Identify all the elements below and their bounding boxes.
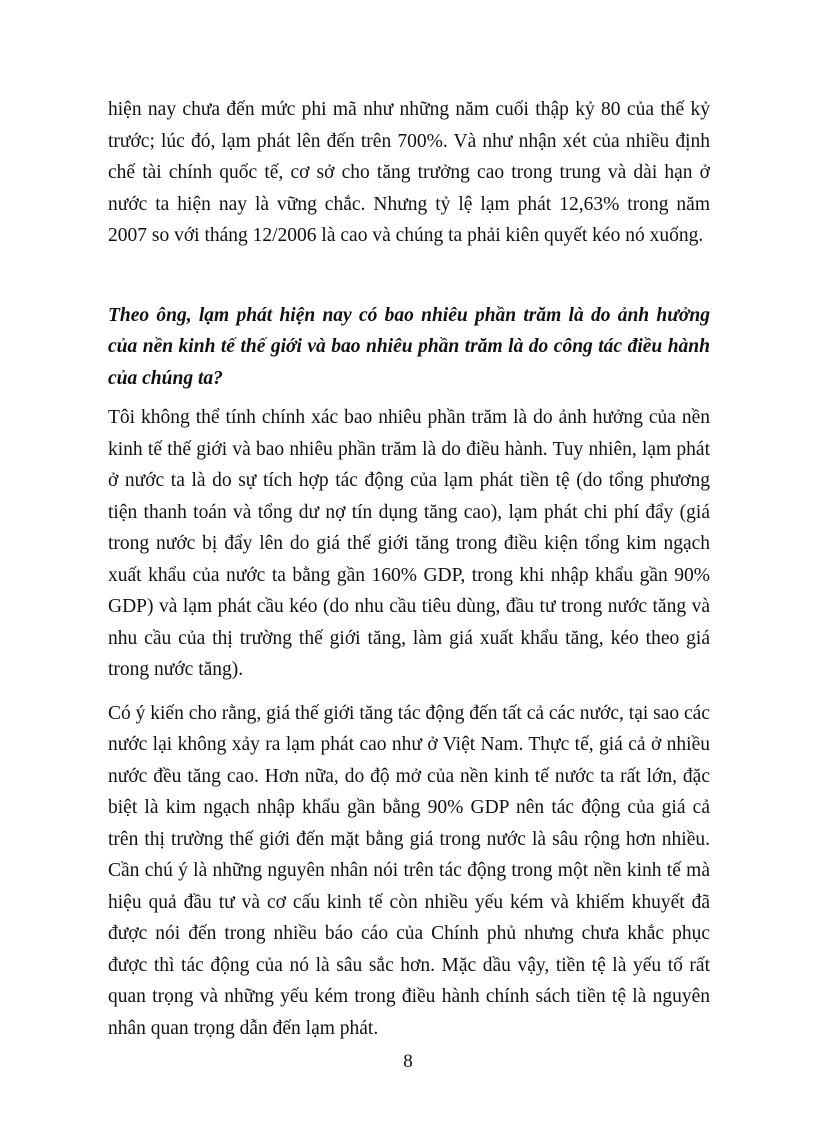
body-paragraph-2: Tôi không thể tính chính xác bao nhiêu phần trăm là do ảnh hưởng của nền kinh tế thế giới và bao nhiêu phần trăm là do điều hành. Tuy nhiên, lạm phát ở nước ta là do sự tích hợp tác động của lạm phát tiền tệ (do tổng phương tiện thanh toán và tổng dư nợ tín dụng tăng cao), lạm phát chi phí đẩy (giá trong nước bị đẩy lên do giá thế giới tăng trong điều kiện tổng kim ngạch xuất khẩu của nước ta bằng gần 160% GDP, trong khi nhập khẩu gần 90% GDP) và lạm phát cầu kéo (do nhu cầu tiêu dùng, đầu tư trong nước tăng và nhu cầu của thị trường thế giới tăng, làm giá xuất khẩu tăng, kéo theo giá trong nước tăng). bbox=[108, 407, 710, 680]
interview-question: Theo ông, lạm phát hiện nay có bao nhiêu phần trăm là do ảnh hưởng của nền kinh tế thế giới và bao nhiêu phần trăm là do công tác điều hành của chúng ta? bbox=[108, 304, 710, 389]
body-paragraph-3: Có ý kiến cho rằng, giá thế giới tăng tác động đến tất cả các nước, tại sao các nước lại không xảy ra lạm phát cao như ở Việt Nam. Thực tế, giá cả ở nhiều nước đều tăng cao. Hơn nữa, do độ mở của nền kinh tế nước ta rất lớn, đặc biệt là kim ngạch nhập khẩu gần bằng 90% GDP nên tác động của giá cả trên thị trường thế giới đến mặt bằng giá trong nước là sâu rộng hơn nhiều. Cần chú ý là những nguyên nhân nói trên tác động trong một nền kinh tế mà hiệu quả đầu tư và cơ cấu kinh tế còn nhiều yếu kém và khiếm khuyết đã được nói đến trong nhiều báo cáo của Chính phủ nhưng chưa khắc phục được thì tác động của nó là sâu sắc hơn. Mặc dầu vậy, tiền tệ là yếu tố rất quan trọng và những yếu kém trong điều hành chính sách tiền tệ là nguyên nhân quan trọng dẫn đến lạm phát. bbox=[108, 702, 710, 1039]
page-body bbox=[108, 94, 710, 1044]
body-paragraph-1: hiện nay chưa đến mức phi mã như những năm cuối thập kỷ 80 của thế kỷ trước; lúc đó, lạm phát lên đến trên 700%. Và như nhận xét của nhiều định chế tài chính quốc tế, cơ sở cho tăng trưởng cao trong trung và dài hạn ở nước ta hiện nay là vững chắc. Nhưng tỷ lệ lạm phát 12,63% trong năm 2007 so với tháng 12/2006 là cao và chúng ta phải kiên quyết kéo nó xuống. bbox=[108, 99, 710, 246]
page-number: 8 bbox=[403, 1051, 413, 1072]
